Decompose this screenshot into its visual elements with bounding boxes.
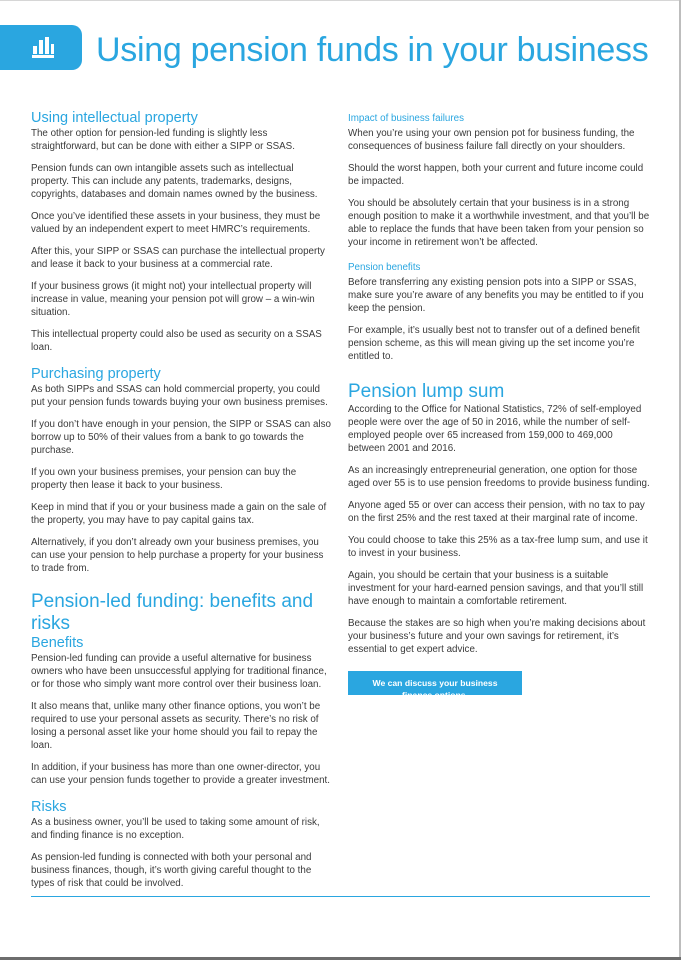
failures-paragraph: Should the worst happen, both your current and future income could be impacted. xyxy=(348,163,644,187)
property-paragraph: Keep in mind that if you or your business made a gain on the sale of the property, you may have to pay capital gains tax. xyxy=(31,502,327,526)
failures-paragraph: You should be absolutely certain that your business is in a strong enough position to make it a worthwhile investment, and that you’ll be able to replace the funds that have been taken from your pension so your income in retirement won’t be affected. xyxy=(348,198,650,248)
property-heading: Purchasing property xyxy=(31,366,161,382)
ip-paragraph: If your business grows (it might not) your intellectual property will increase in value, meaning your pension pot will grow – a win-win situation. xyxy=(31,281,315,318)
ip-paragraph: Pension funds can own intangible assets such as intellectual property. This can include any patents, trademarks, designs, copyrights, databases and domain names owned by the business. xyxy=(31,163,318,200)
pension-benefits-heading: Pension benefits xyxy=(348,262,421,273)
header-icon-tab xyxy=(0,25,82,70)
property-paragraph: If you own your business premises, your pension can buy the property then lease it back to your business. xyxy=(31,467,297,491)
property-paragraph: As both SIPPs and SSAS can hold commercial property, you could put your pension funds towards buying your own business premises. xyxy=(31,384,328,408)
failures-heading: Impact of business failures xyxy=(348,113,464,124)
benefits-paragraph: Pension-led funding can provide a useful alternative for business owners who have been unsuccessful applying for traditional finance, or for those who simply want more control over their business loan. xyxy=(31,653,327,690)
left-column xyxy=(31,110,333,899)
page-title: Using pension funds in your business xyxy=(96,31,649,69)
lump-sum-paragraph: As an increasingly entrepreneurial generation, one option for those aged over 55 is to use pension freedoms to provide business funding. xyxy=(348,465,650,489)
plf-heading: Pension-led funding: benefits and risks xyxy=(31,591,314,634)
benefits-heading: Benefits xyxy=(31,635,84,651)
property-paragraph: Alternatively, if you don’t already own your business premises, you can use your pension to help purchase a property for your business to trade from. xyxy=(31,537,324,574)
risks-paragraph: As a business owner, you’ll be used to taking some amount of risk, and finding finance is no exception. xyxy=(31,817,320,841)
lump-sum-paragraph: Anyone aged 55 or over can access their pension, with no tax to pay on the first 25% and the rest taxed at their marginal rate of income. xyxy=(348,500,645,524)
pension-benefits-paragraph: Before transferring any existing pension pots into a SIPP or SSAS, make sure you’re aware of any benefits you may be entitled to if you keep the pension. xyxy=(348,277,644,314)
cta-button[interactable]: We can discuss your business finance options. xyxy=(348,671,522,695)
lump-sum-heading: Pension lump sum xyxy=(348,381,505,402)
risks-heading: Risks xyxy=(31,799,67,815)
lump-sum-paragraph: Because the stakes are so high when you’re making decisions about your business’s future and your own savings for retirement, it’s essential to get expert advice. xyxy=(348,618,646,655)
ip-paragraph: The other option for pension-led funding is slightly less straightforward, but can be done with either a SIPP or SSAS. xyxy=(31,128,295,152)
page-top-edge xyxy=(0,0,681,1)
ip-paragraph: This intellectual property could also be used as security on a SSAS loan. xyxy=(31,329,322,353)
ip-paragraph: Once you’ve identified these assets in your business, they must be valued by an independent expert to meet HMRC’s requirements. xyxy=(31,211,321,235)
property-paragraph: If you don’t have enough in your pension, the SIPP or SSAS can also borrow up to 50% of their values from a bank to go towards the purchase. xyxy=(31,419,331,456)
lump-sum-paragraph: Again, you should be certain that your business is a suitable investment for your hard-earned pension savings, and that you’ll still have enough to maintain a comfortable retirement. xyxy=(348,570,644,607)
ip-heading: Using intellectual property xyxy=(31,110,198,126)
benefits-paragraph: It also means that, unlike many other finance options, you won’t be required to use your personal assets as security. There’s no risk of losing a personal asset like your home should you fail to repay the loan. xyxy=(31,701,321,751)
ip-paragraph: After this, your SIPP or SSAS can purchase the intellectual property and lease it back to your business at a commercial rate. xyxy=(31,246,325,270)
right-column xyxy=(348,112,650,703)
footer-divider xyxy=(31,896,650,897)
lump-sum-paragraph: You could choose to take this 25% as a tax-free lump sum, and use it to invest in your business. xyxy=(348,535,648,559)
benefits-paragraph: In addition, if your business has more than one owner-director, you can use your pension funds together to provide a greater investment. xyxy=(31,762,330,786)
pension-benefits-paragraph: For example, it’s usually best not to transfer out of a defined benefit pension scheme, as this will mean giving up the set income you’re entitled to. xyxy=(348,325,640,362)
failures-paragraph: When you’re using your own pension pot for business funding, the consequences of business failure fall directly on your shoulders. xyxy=(348,128,635,152)
bar-chart-icon xyxy=(32,36,54,58)
risks-paragraph: As pension-led funding is connected with both your personal and business finances, though, it’s worth giving careful thought to the types of risk that could be involved. xyxy=(31,852,312,889)
lump-sum-paragraph: According to the Office for National Statistics, 72% of self-employed people were over the age of 50 in 2016, while the number of self-employed people over 65 increased from 159,000 to 469,000 between 2001 and 2016. xyxy=(348,404,642,454)
